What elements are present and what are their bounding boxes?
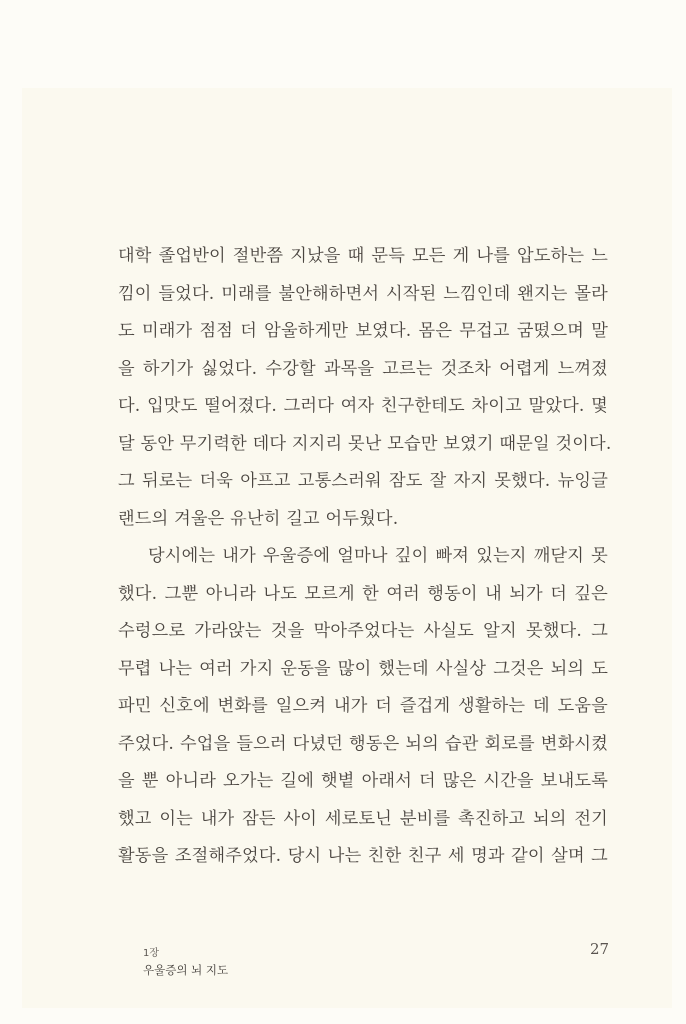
- footer-chapter-label: 1장: [143, 948, 160, 959]
- text-line: 수렁으로 가라앉는 것을 막아주었다는 사실도 알지 못했다. 그: [118, 621, 608, 641]
- text-line: 다. 입맛도 떨어졌다. 그러다 여자 친구한테도 차이고 말았다. 몇: [118, 396, 608, 416]
- text-line: 파민 신호에 변화를 일으켜 내가 더 즐겁게 생활하는 데 도움을: [118, 696, 608, 716]
- text-line: 그 뒤로는 더욱 아프고 고통스러워 잠도 잘 자지 못했다. 뉴잉글: [118, 471, 608, 491]
- paragraph-2: [118, 538, 608, 876]
- text-line: 주었다. 수업을 들으러 다녔던 행동은 뇌의 습관 회로를 변화시켰: [118, 733, 608, 754]
- text-line: 당시에는 내가 우울증에 얼마나 깊이 빠져 있는지 깨닫지 못: [148, 546, 608, 566]
- text-line: 달 동안 무기력한 데다 지지리 못난 모습만 보였기 때문일 것이다.: [118, 433, 612, 454]
- footer-chapter-title: 우울증의 뇌 지도: [143, 963, 229, 977]
- body-text: [118, 238, 612, 876]
- text-line: 랜드의 겨울은 유난히 길고 어두웠다.: [118, 508, 399, 529]
- text-line: 을 하기가 싫었다. 수강할 과목을 고르는 것조차 어렵게 느껴졌: [118, 358, 608, 379]
- text-line: 무렵 나는 여러 가지 운동을 많이 했는데 사실상 그것은 뇌의 도: [118, 658, 608, 679]
- text-line: 활동을 조절해주었다. 당시 나는 친한 친구 세 명과 같이 살며 그: [118, 846, 608, 866]
- text-line: 을 뿐 아니라 오가는 길에 햇볕 아래서 더 많은 시간을 보내도록: [118, 771, 608, 791]
- text-line: 했고 이는 내가 잠든 사이 세로토닌 분비를 촉진하고 뇌의 전기: [118, 808, 608, 829]
- text-line: 했다. 그뿐 아니라 나도 모르게 한 여러 행동이 내 뇌가 더 깊은: [118, 583, 608, 604]
- text-line: 도 미래가 점점 더 암울하게만 보였다. 몸은 무겁고 굼떴으며 말: [118, 321, 608, 341]
- paragraph-1: [118, 238, 612, 538]
- text-line: 대학 졸업반이 절반쯤 지났을 때 문득 모든 게 나를 압도하는 느: [118, 246, 608, 266]
- text-line: 낌이 들었다. 미래를 불안해하면서 시작된 느낌인데 왠지는 몰라: [118, 283, 608, 304]
- page-number: 27: [590, 940, 610, 958]
